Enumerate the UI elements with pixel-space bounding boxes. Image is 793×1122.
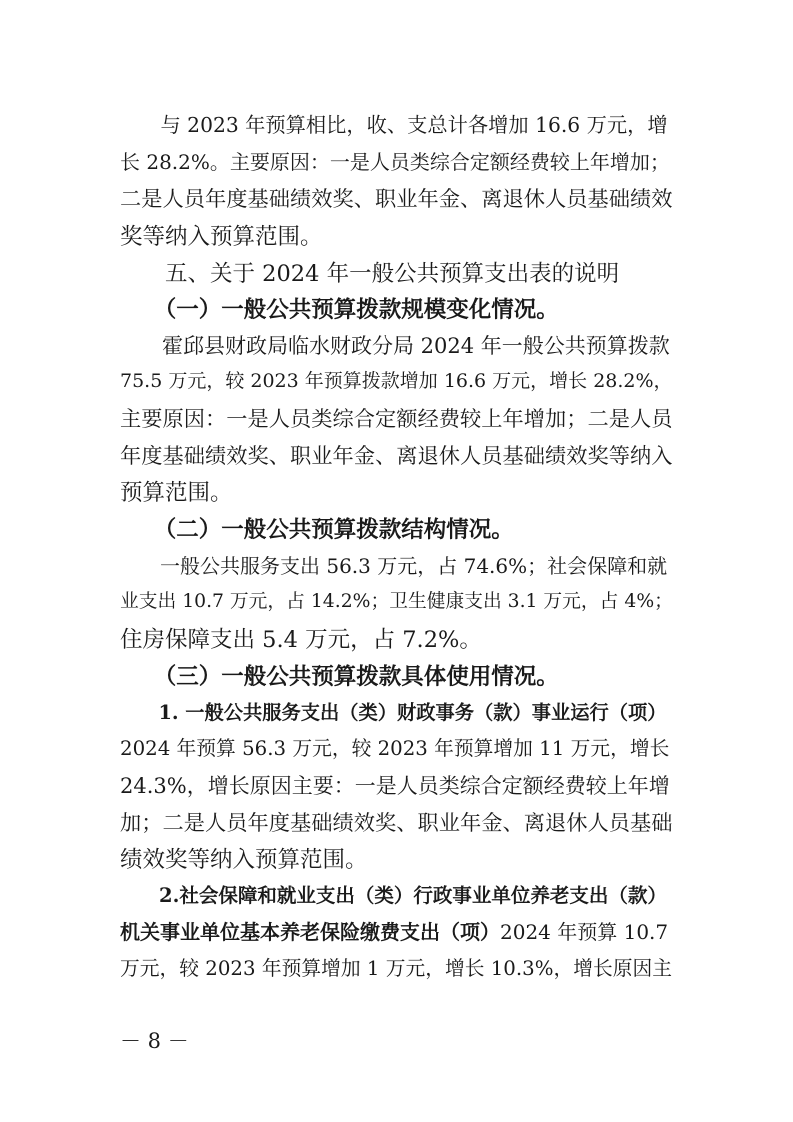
text-line: 万元，较 2023 年预算增加 1 万元，增长 10.3%，增长原因主 [120, 957, 672, 980]
text-line: 加；二是人员年度基础绩效奖、职业年金、离退休人员基础 [120, 811, 673, 836]
text-line: 24.3%，增长原因主要：一是人员类综合定额经费较上年增 [120, 774, 670, 798]
text-line: 预算范围。 [120, 480, 233, 506]
page-number: － 8 － [120, 1029, 189, 1053]
item-heading: 2.社会保障和就业支出（类）行政事业单位养老支出（款） [120, 884, 667, 907]
text-line: 霍邱县财政局临水财政分局 2024 年一般公共预算拨款 [120, 334, 670, 358]
text-line: 75.5 万元，较 2023 年预算拨款增加 16.6 万元，增长 28.2%， [120, 370, 673, 392]
subsection-heading: （二）一般公共预算拨款结构情况。 [120, 517, 514, 543]
text-line: 长 28.2%。主要原因：一是人员类综合定额经费较上年增加； [120, 150, 670, 174]
item-heading: 1. 一般公共服务支出（类）财政事务（款）事业运行（项） [120, 701, 667, 724]
item-heading-continued: 机关事业单位基本养老保险缴费支出（项） [120, 920, 500, 944]
text-line: 住房保障支出 5.4 万元，占 7.2%。 [120, 627, 482, 653]
text-fragment: 2024 年预算 10.7 [500, 920, 669, 944]
text-line: 奖等纳入预算范围。 [120, 224, 323, 250]
subsection-heading: （三）一般公共预算拨款具体使用情况。 [120, 664, 559, 690]
text-line: 二是人员年度基础绩效奖、职业年金、离退休人员基础绩效 [120, 187, 673, 212]
text-line: 2024 年预算 56.3 万元，较 2023 年预算增加 11 万元，增长 [120, 737, 670, 760]
text-line: 业支出 10.7 万元，占 14.2%；卫生健康支出 3.1 万元，占 4%； [120, 591, 673, 612]
subsection-heading: （一）一般公共预算拨款规模变化情况。 [120, 297, 559, 323]
section-heading: 五、关于 2024 年一般公共预算支出表的说明 [120, 261, 620, 287]
text-line: 绩效奖等纳入预算范围。 [120, 847, 368, 873]
text-line: 与 2023 年预算相比，收、支总计各增加 16.6 万元，增 [120, 113, 668, 137]
text-line: 一般公共服务支出 56.3 万元，占 74.6%；社会保障和就 [120, 554, 668, 578]
text-line: 年度基础绩效奖、职业年金、离退休人员基础绩效奖等纳入 [120, 444, 673, 469]
text-line [120, 922, 668, 942]
text-line: 主要原因：一是人员类综合定额经费较上年增加；二是人员 [120, 407, 673, 432]
